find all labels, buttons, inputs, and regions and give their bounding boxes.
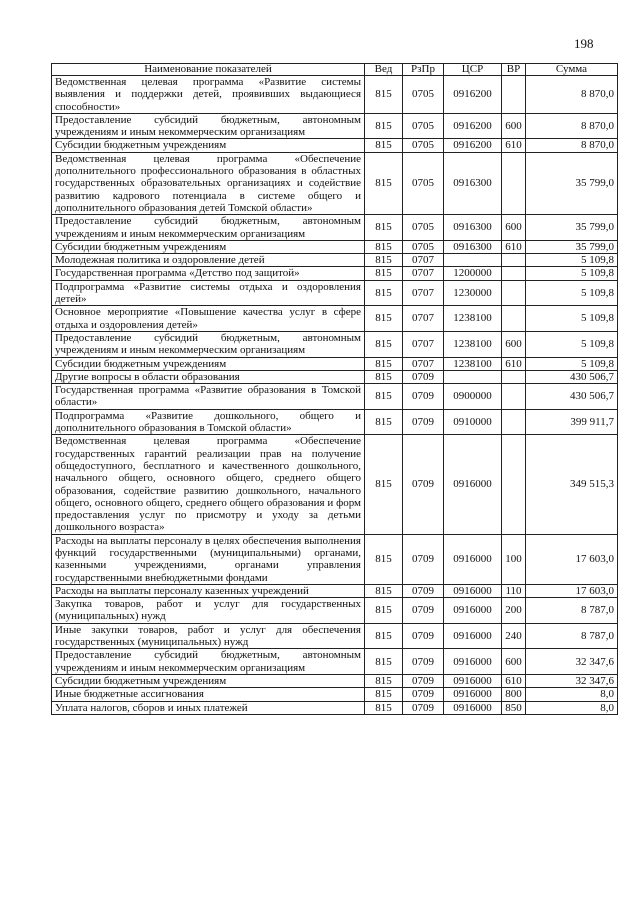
cell-sum: 8 870,0 xyxy=(526,113,618,139)
table-row xyxy=(52,534,618,584)
cell-vr: 600 xyxy=(502,113,526,139)
header-vr: ВР xyxy=(502,64,526,76)
cell-name: Уплата налогов, сборов и иных платежей xyxy=(52,701,365,714)
cell-csr: 0916000 xyxy=(444,584,502,597)
budget-table xyxy=(51,63,618,715)
table-row xyxy=(52,113,618,139)
cell-rzpr: 0705 xyxy=(403,152,444,214)
cell-sum: 35 799,0 xyxy=(526,240,618,253)
table-row xyxy=(52,280,618,306)
cell-rzpr: 0709 xyxy=(403,598,444,624)
cell-ved: 815 xyxy=(365,649,403,675)
cell-csr: 1230000 xyxy=(444,280,502,306)
cell-ved: 815 xyxy=(365,280,403,306)
page-number: 198 xyxy=(574,36,594,51)
cell-name: Ведомственная целевая программа «Обеспечение дополнительного профессионального образования в областных государственных образовательных организациях и содействие развитию кадрового потенциала в системе общего и дополнительного образования детей Томской области» xyxy=(52,152,365,214)
table-row xyxy=(52,674,618,687)
cell-rzpr: 0707 xyxy=(403,357,444,370)
table-row xyxy=(52,267,618,280)
cell-sum: 5 109,8 xyxy=(526,306,618,332)
cell-csr: 0916300 xyxy=(444,240,502,253)
cell-vr xyxy=(502,76,526,114)
table-row xyxy=(52,370,618,383)
cell-rzpr: 0707 xyxy=(403,254,444,267)
cell-csr: 0916000 xyxy=(444,623,502,649)
cell-ved: 815 xyxy=(365,384,403,410)
cell-ved: 815 xyxy=(365,534,403,584)
cell-ved: 815 xyxy=(365,113,403,139)
cell-ved: 815 xyxy=(365,76,403,114)
cell-ved: 815 xyxy=(365,267,403,280)
cell-sum: 349 515,3 xyxy=(526,435,618,534)
cell-ved: 815 xyxy=(365,254,403,267)
cell-ved: 815 xyxy=(365,370,403,383)
cell-name: Государственная программа «Детство под защитой» xyxy=(52,267,365,280)
cell-sum: 5 109,8 xyxy=(526,331,618,357)
cell-name: Предоставление субсидий бюджетным, автономным учреждениям и иным некоммерческим организациям xyxy=(52,215,365,241)
cell-rzpr: 0709 xyxy=(403,649,444,675)
cell-ved: 815 xyxy=(365,674,403,687)
table-body xyxy=(52,76,618,715)
table-row xyxy=(52,240,618,253)
cell-ved: 815 xyxy=(365,215,403,241)
cell-csr: 0916000 xyxy=(444,534,502,584)
cell-rzpr: 0707 xyxy=(403,280,444,306)
cell-csr: 0916000 xyxy=(444,674,502,687)
cell-name: Иные бюджетные ассигнования xyxy=(52,688,365,701)
cell-name: Предоставление субсидий бюджетным, автономным учреждениям и иным некоммерческим организациям xyxy=(52,649,365,675)
cell-vr: 100 xyxy=(502,534,526,584)
cell-rzpr: 0705 xyxy=(403,139,444,152)
cell-sum: 5 109,8 xyxy=(526,267,618,280)
cell-sum: 32 347,6 xyxy=(526,649,618,675)
cell-ved: 815 xyxy=(365,152,403,214)
cell-ved: 815 xyxy=(365,331,403,357)
cell-name: Основное мероприятие «Повышение качества услуг в сфере отдыха и оздоровления детей» xyxy=(52,306,365,332)
cell-name: Расходы на выплаты персоналу в целях обеспечения выполнения функций государственными (муниципальными) органами, казенными учреждениями, органами управления государственными внебюджетными фондами xyxy=(52,534,365,584)
cell-csr: 0916200 xyxy=(444,76,502,114)
cell-ved: 815 xyxy=(365,623,403,649)
table-header-row xyxy=(52,64,618,76)
table-row xyxy=(52,306,618,332)
cell-rzpr: 0705 xyxy=(403,240,444,253)
cell-vr xyxy=(502,409,526,435)
table-row xyxy=(52,584,618,597)
cell-name: Государственная программа «Развитие образования в Томской области» xyxy=(52,384,365,410)
table-row xyxy=(52,649,618,675)
cell-csr: 0916300 xyxy=(444,152,502,214)
cell-rzpr: 0705 xyxy=(403,113,444,139)
cell-rzpr: 0707 xyxy=(403,331,444,357)
cell-vr xyxy=(502,435,526,534)
table-row xyxy=(52,384,618,410)
cell-sum: 430 506,7 xyxy=(526,384,618,410)
cell-name: Подпрограмма «Развитие системы отдыха и оздоровления детей» xyxy=(52,280,365,306)
cell-name: Субсидии бюджетным учреждениям xyxy=(52,139,365,152)
cell-name: Расходы на выплаты персоналу казенных учреждений xyxy=(52,584,365,597)
header-ved: Вед xyxy=(365,64,403,76)
cell-sum: 17 603,0 xyxy=(526,584,618,597)
cell-csr: 0916000 xyxy=(444,435,502,534)
cell-ved: 815 xyxy=(365,409,403,435)
cell-csr: 1238100 xyxy=(444,306,502,332)
cell-csr: 0916200 xyxy=(444,113,502,139)
cell-rzpr: 0709 xyxy=(403,674,444,687)
cell-sum: 8 787,0 xyxy=(526,623,618,649)
cell-rzpr: 0707 xyxy=(403,306,444,332)
cell-ved: 815 xyxy=(365,688,403,701)
cell-vr: 600 xyxy=(502,649,526,675)
cell-rzpr: 0709 xyxy=(403,623,444,649)
table-row xyxy=(52,435,618,534)
cell-sum: 430 506,7 xyxy=(526,370,618,383)
cell-sum: 8 870,0 xyxy=(526,76,618,114)
cell-name: Подпрограмма «Развитие дошкольного, общего и дополнительного образования в Томской области» xyxy=(52,409,365,435)
cell-csr: 0916200 xyxy=(444,139,502,152)
table-row xyxy=(52,623,618,649)
header-rzpr: РзПр xyxy=(403,64,444,76)
cell-name: Иные закупки товаров, работ и услуг для обеспечения государственных (муниципальных) нужд xyxy=(52,623,365,649)
cell-sum: 5 109,8 xyxy=(526,254,618,267)
cell-sum: 32 347,6 xyxy=(526,674,618,687)
cell-rzpr: 0705 xyxy=(403,215,444,241)
header-csr: ЦСР xyxy=(444,64,502,76)
cell-rzpr: 0709 xyxy=(403,370,444,383)
cell-sum: 8 870,0 xyxy=(526,139,618,152)
cell-vr: 600 xyxy=(502,215,526,241)
cell-vr xyxy=(502,384,526,410)
cell-rzpr: 0709 xyxy=(403,435,444,534)
cell-vr: 600 xyxy=(502,331,526,357)
cell-rzpr: 0709 xyxy=(403,584,444,597)
cell-vr: 110 xyxy=(502,584,526,597)
table-row xyxy=(52,215,618,241)
cell-rzpr: 0709 xyxy=(403,409,444,435)
table-row xyxy=(52,409,618,435)
cell-ved: 815 xyxy=(365,598,403,624)
cell-name: Предоставление субсидий бюджетным, автономным учреждениям и иным некоммерческим организациям xyxy=(52,113,365,139)
cell-ved: 815 xyxy=(365,306,403,332)
table-row xyxy=(52,152,618,214)
cell-sum: 8,0 xyxy=(526,688,618,701)
cell-vr: 200 xyxy=(502,598,526,624)
cell-ved: 815 xyxy=(365,139,403,152)
header-sum: Сумма xyxy=(526,64,618,76)
table-row xyxy=(52,598,618,624)
cell-csr xyxy=(444,370,502,383)
cell-vr: 850 xyxy=(502,701,526,714)
cell-rzpr: 0707 xyxy=(403,267,444,280)
cell-sum: 35 799,0 xyxy=(526,152,618,214)
cell-vr: 800 xyxy=(502,688,526,701)
cell-ved: 815 xyxy=(365,357,403,370)
cell-name: Другие вопросы в области образования xyxy=(52,370,365,383)
cell-csr xyxy=(444,254,502,267)
cell-vr xyxy=(502,254,526,267)
cell-csr: 0916000 xyxy=(444,598,502,624)
cell-csr: 1238100 xyxy=(444,357,502,370)
table-row xyxy=(52,139,618,152)
cell-name: Молодежная политика и оздоровление детей xyxy=(52,254,365,267)
cell-vr: 610 xyxy=(502,240,526,253)
table-row xyxy=(52,254,618,267)
cell-rzpr: 0709 xyxy=(403,688,444,701)
cell-name: Субсидии бюджетным учреждениям xyxy=(52,357,365,370)
cell-csr: 1200000 xyxy=(444,267,502,280)
cell-rzpr: 0705 xyxy=(403,76,444,114)
cell-vr xyxy=(502,280,526,306)
cell-sum: 17 603,0 xyxy=(526,534,618,584)
cell-csr: 1238100 xyxy=(444,331,502,357)
cell-name: Субсидии бюджетным учреждениям xyxy=(52,240,365,253)
table-row xyxy=(52,76,618,114)
cell-vr xyxy=(502,152,526,214)
cell-vr xyxy=(502,370,526,383)
cell-sum: 35 799,0 xyxy=(526,215,618,241)
cell-name: Предоставление субсидий бюджетным, автономным учреждениям и иным некоммерческим организациям xyxy=(52,331,365,357)
cell-sum: 399 911,7 xyxy=(526,409,618,435)
cell-csr: 0916000 xyxy=(444,649,502,675)
cell-csr: 0916000 xyxy=(444,688,502,701)
header-name: Наименование показателей xyxy=(52,64,365,76)
cell-vr xyxy=(502,306,526,332)
cell-rzpr: 0709 xyxy=(403,701,444,714)
cell-ved: 815 xyxy=(365,240,403,253)
cell-csr: 0916000 xyxy=(444,701,502,714)
cell-csr: 0916300 xyxy=(444,215,502,241)
cell-rzpr: 0709 xyxy=(403,534,444,584)
cell-rzpr: 0709 xyxy=(403,384,444,410)
cell-sum: 5 109,8 xyxy=(526,280,618,306)
cell-csr: 0900000 xyxy=(444,384,502,410)
cell-ved: 815 xyxy=(365,435,403,534)
cell-ved: 815 xyxy=(365,584,403,597)
table-row xyxy=(52,701,618,714)
cell-vr: 240 xyxy=(502,623,526,649)
table-row xyxy=(52,688,618,701)
table-row xyxy=(52,331,618,357)
cell-name: Субсидии бюджетным учреждениям xyxy=(52,674,365,687)
cell-vr: 610 xyxy=(502,357,526,370)
cell-sum: 5 109,8 xyxy=(526,357,618,370)
cell-ved: 815 xyxy=(365,701,403,714)
cell-csr: 0910000 xyxy=(444,409,502,435)
cell-name: Ведомственная целевая программа «Развитие системы выявления и поддержки детей, проявивших выдающиеся способности» xyxy=(52,76,365,114)
cell-name: Закупка товаров, работ и услуг для государственных (муниципальных) нужд xyxy=(52,598,365,624)
table-row xyxy=(52,357,618,370)
cell-vr xyxy=(502,267,526,280)
cell-name: Ведомственная целевая программа «Обеспечение государственных гарантий реализации прав на получение общедоступного, бесплатного и качественного дошкольного, начального общего, основного общего, среднего общего образования, содействие развитию дошкольного, начального общего, основного общего, среднего общего образования и форм предоставления услуг по присмотру и уходу за детьми дошкольного возраста» xyxy=(52,435,365,534)
cell-vr: 610 xyxy=(502,674,526,687)
cell-sum: 8,0 xyxy=(526,701,618,714)
cell-sum: 8 787,0 xyxy=(526,598,618,624)
cell-vr: 610 xyxy=(502,139,526,152)
